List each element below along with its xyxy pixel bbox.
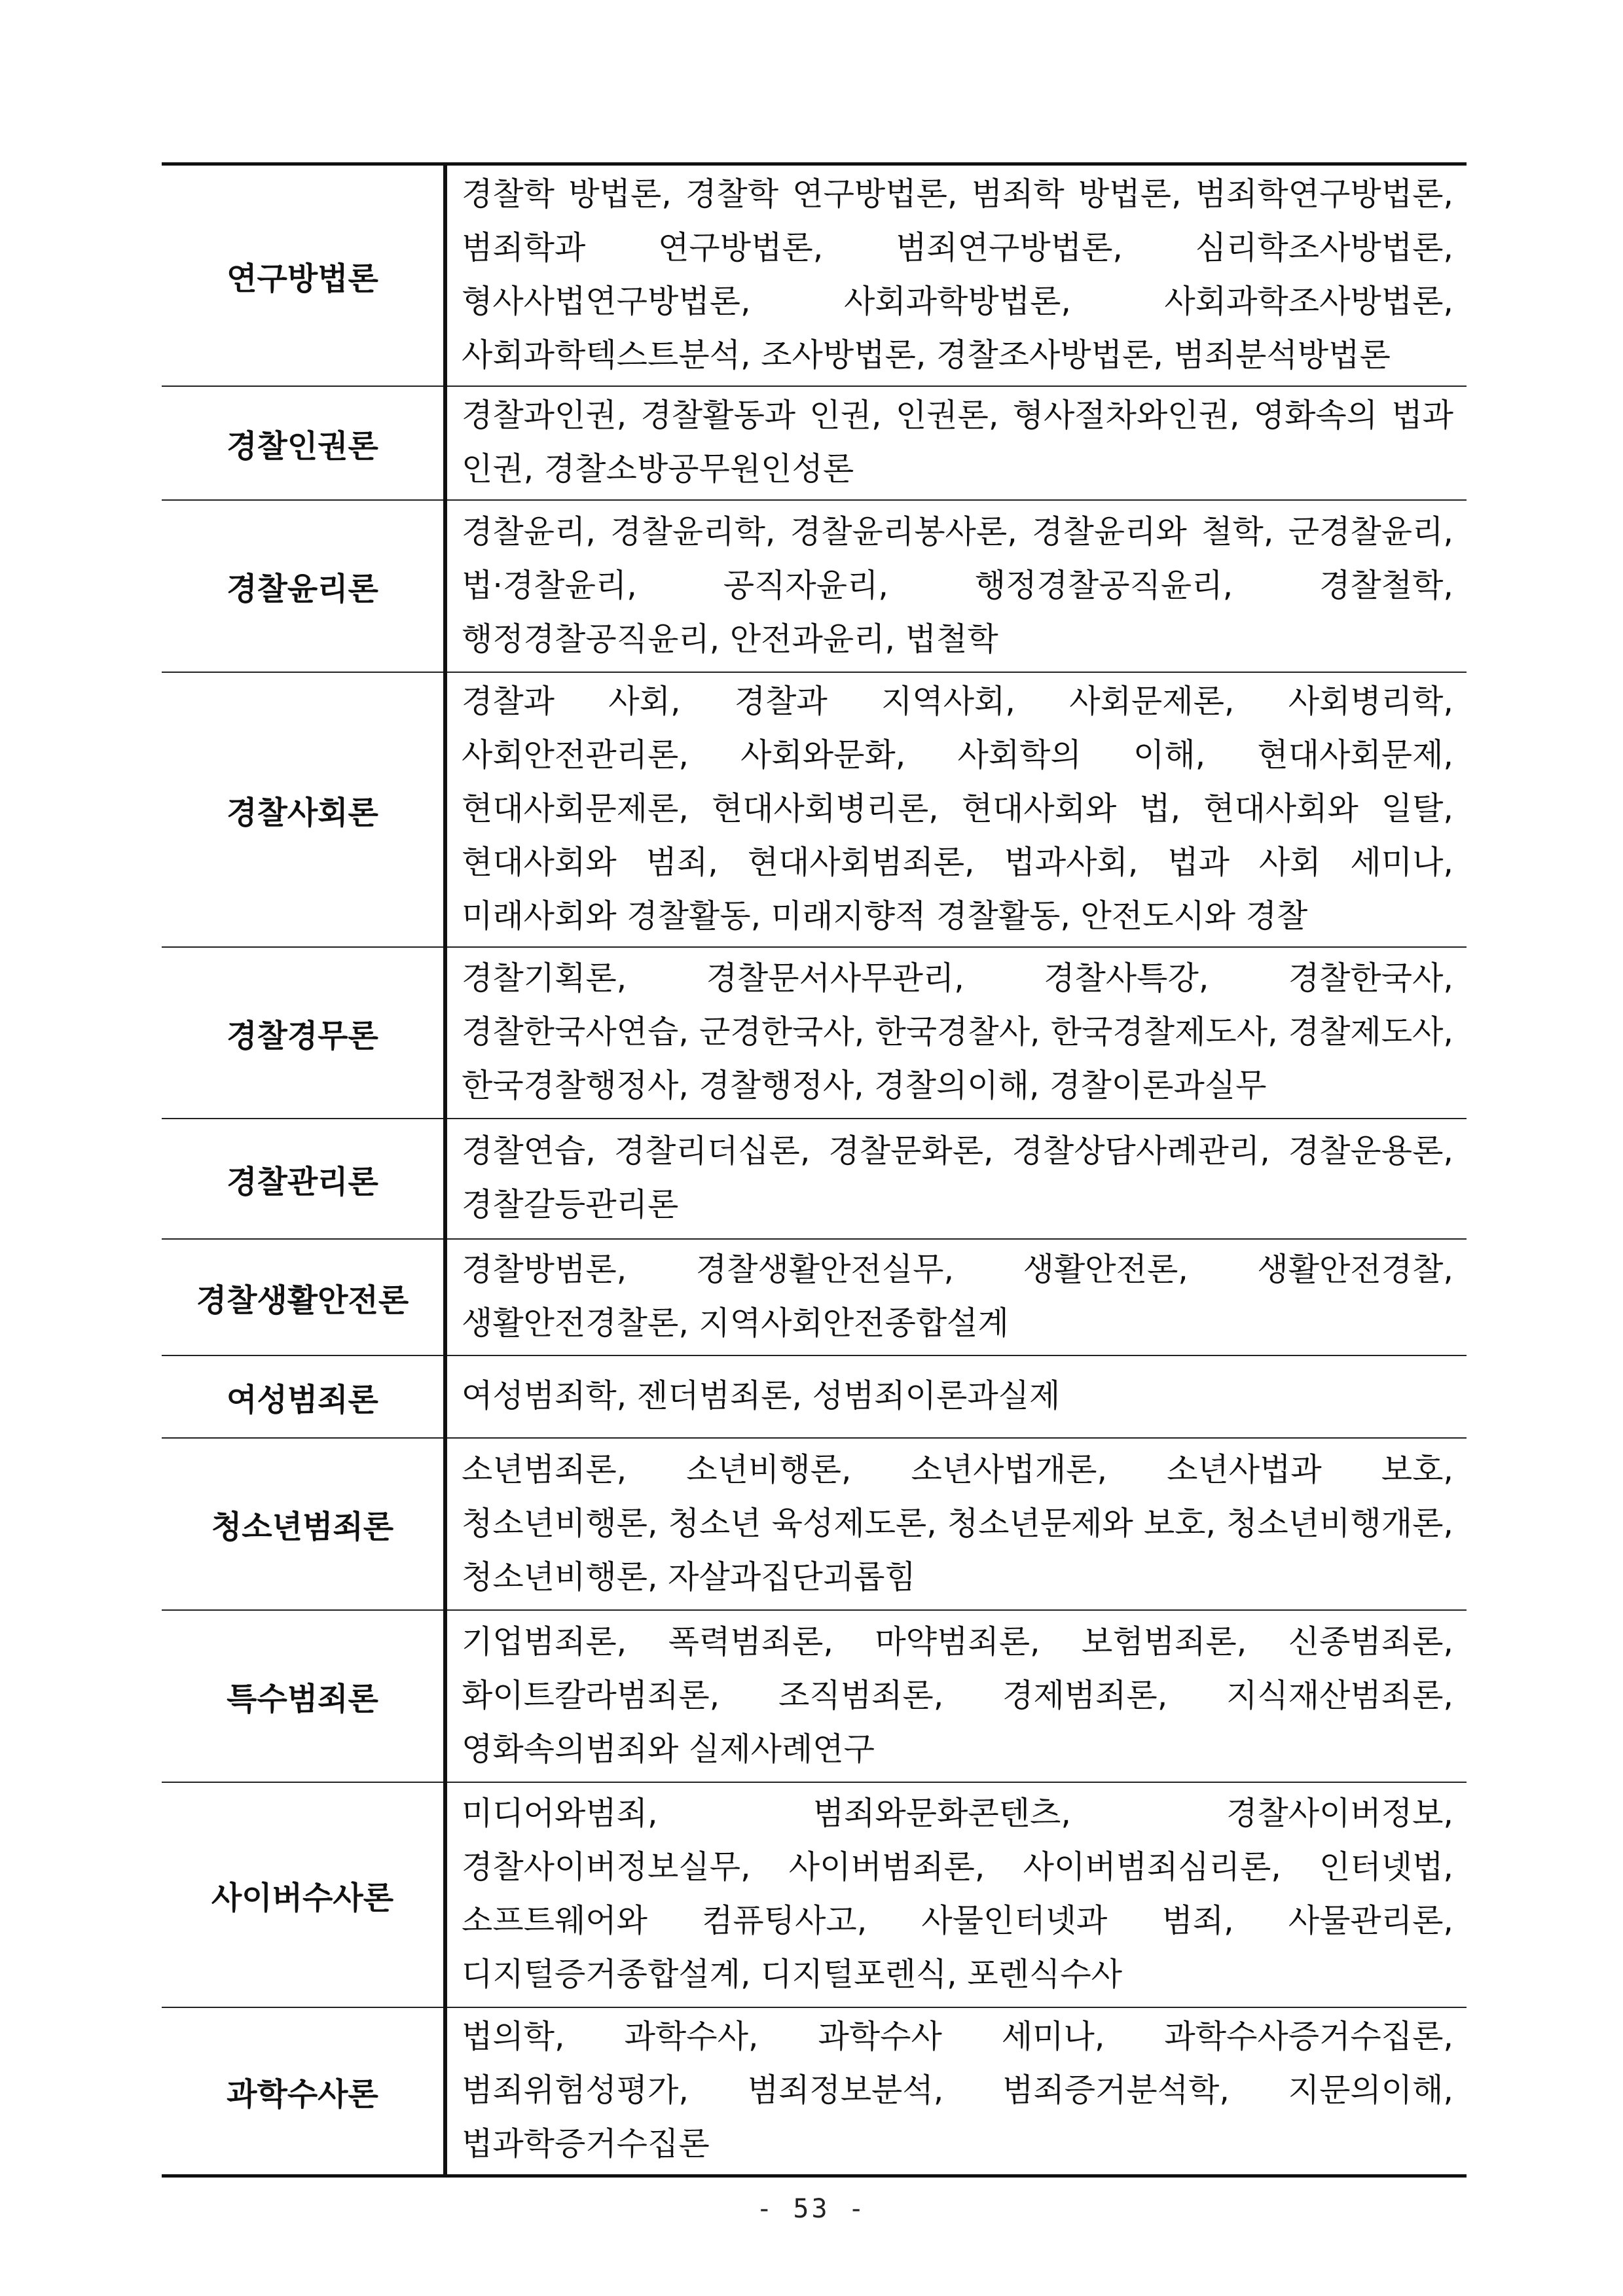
category-cell: 경찰생활안전론: [162, 1239, 445, 1355]
category-cell: 청소년범죄론: [162, 1438, 445, 1610]
table-row: [162, 1239, 1467, 1355]
courses-cell: 경찰학 방법론, 경찰학 연구방법론, 범죄학 방법론, 범죄학연구방법론, 범죄학과 연구방법론, 범죄연구방법론, 심리학조사방법론, 형사사법연구방법론, 사회과학방법론, 사회과학조사방법론, 사회과학텍스트분석, 조사방법론, 경찰조사방법론, 범죄분석방법론: [445, 164, 1467, 387]
courses-cell: 경찰기획론, 경찰문서사무관리, 경찰사특강, 경찰한국사, 경찰한국사연습, 군경한국사, 한국경찰사, 한국경찰제도사, 경찰제도사, 한국경찰행정사, 경찰행정사, 경찰의이해, 경찰이론과실무: [445, 947, 1467, 1119]
courses-cell: 여성범죄학, 젠더범죄론, 성범죄이론과실제: [445, 1355, 1467, 1438]
page-number: - 53 -: [756, 2194, 867, 2224]
category-cell: 과학수사론: [162, 2007, 445, 2176]
table-row: [162, 1119, 1467, 1239]
category-cell: 경찰윤리론: [162, 500, 445, 672]
category-cell: 사이버수사론: [162, 1782, 445, 2007]
courses-cell: 미디어와범죄, 범죄와문화콘텐츠, 경찰사이버정보, 경찰사이버정보실무, 사이버범죄론, 사이버범죄심리론, 인터넷법, 소프트웨어와 컴퓨팅사고, 사물인터넷과 범죄, 사물관리론, 디지털증거종합설계, 디지털포렌식, 포렌식수사: [445, 1782, 1467, 2007]
table-row: [162, 1610, 1467, 1782]
courses-cell: 경찰윤리, 경찰윤리학, 경찰윤리봉사론, 경찰윤리와 철학, 군경찰윤리, 법·경찰윤리, 공직자윤리, 행정경찰공직윤리, 경찰철학, 행정경찰공직윤리, 안전과윤리, 법철학: [445, 500, 1467, 672]
table-row: [162, 164, 1467, 387]
table-row: [162, 947, 1467, 1119]
table-row: [162, 1782, 1467, 2007]
category-cell: 경찰인권론: [162, 386, 445, 500]
category-cell: 경찰관리론: [162, 1119, 445, 1239]
table-row: [162, 672, 1467, 947]
courses-cell: 경찰과인권, 경찰활동과 인권, 인권론, 형사절차와인권, 영화속의 법과 인권, 경찰소방공무원인성론: [445, 386, 1467, 500]
table-row: [162, 2007, 1467, 2176]
category-cell: 경찰사회론: [162, 672, 445, 947]
courses-cell: 경찰방범론, 경찰생활안전실무, 생활안전론, 생활안전경찰, 생활안전경찰론, 지역사회안전종합설계: [445, 1239, 1467, 1355]
courses-cell: 소년범죄론, 소년비행론, 소년사법개론, 소년사법과 보호, 청소년비행론, 청소년 육성제도론, 청소년문제와 보호, 청소년비행개론, 청소년비행론, 자살과집단괴롭힘: [445, 1438, 1467, 1610]
courses-cell: 기업범죄론, 폭력범죄론, 마약범죄론, 보험범죄론, 신종범죄론, 화이트칼라범죄론, 조직범죄론, 경제범죄론, 지식재산범죄론, 영화속의범죄와 실제사례연구: [445, 1610, 1467, 1782]
curriculum-table: [162, 162, 1467, 2178]
category-cell: 특수범죄론: [162, 1610, 445, 1782]
table-row: [162, 386, 1467, 500]
category-cell: 경찰경무론: [162, 947, 445, 1119]
courses-cell: 경찰과 사회, 경찰과 지역사회, 사회문제론, 사회병리학, 사회안전관리론, 사회와문화, 사회학의 이해, 현대사회문제, 현대사회문제론, 현대사회병리론, 현대사회와 법, 현대사회와 일탈, 현대사회와 범죄, 현대사회범죄론, 법과사회, 법과 사회 세미나, 미래사회와 경찰활동, 미래지향적 경찰활동, 안전도시와 경찰: [445, 672, 1467, 947]
category-cell: 연구방법론: [162, 164, 445, 387]
table-row: [162, 500, 1467, 672]
table-row: [162, 1355, 1467, 1438]
table-row: [162, 1438, 1467, 1610]
courses-cell: 법의학, 과학수사, 과학수사 세미나, 과학수사증거수집론, 범죄위험성평가, 범죄정보분석, 범죄증거분석학, 지문의이해, 법과학증거수집론: [445, 2007, 1467, 2176]
courses-cell: 경찰연습, 경찰리더십론, 경찰문화론, 경찰상담사례관리, 경찰운용론, 경찰갈등관리론: [445, 1119, 1467, 1239]
category-cell: 여성범죄론: [162, 1355, 445, 1438]
